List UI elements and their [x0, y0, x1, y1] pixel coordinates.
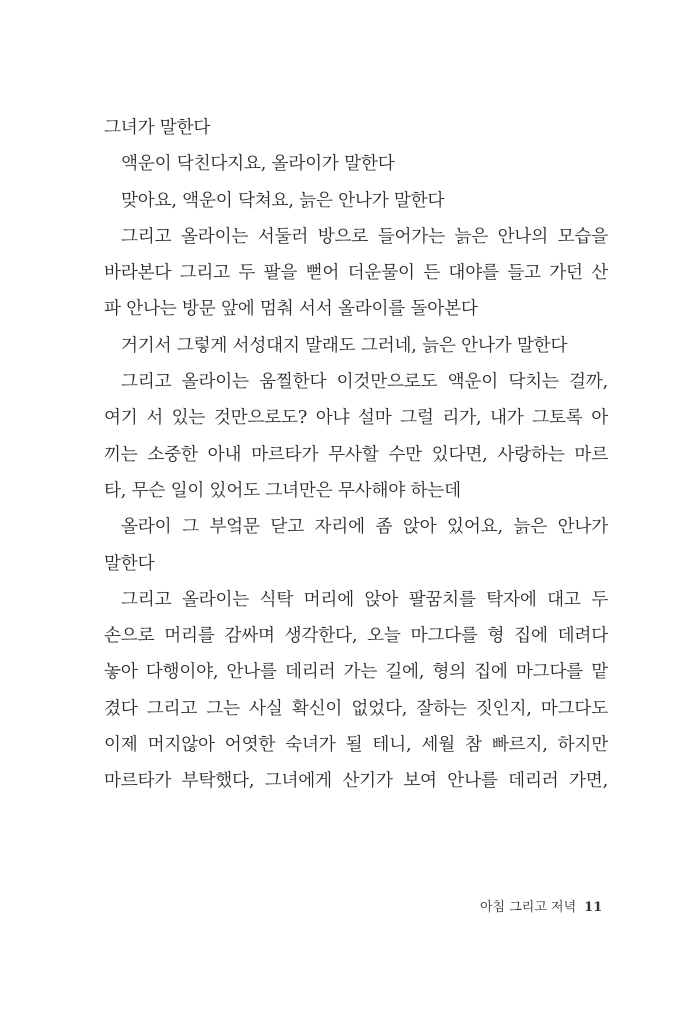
text-line: 그리고 올라이는 서둘러 방으로 들어가는 늙은 안나의 모습을	[121, 226, 608, 247]
page-footer	[480, 896, 602, 915]
text-line: 끼는 소중한 아내 마르타가 무사할 수만 있다면, 사랑하는 마르	[104, 444, 608, 465]
text-line: 그리고 올라이는 움찔한다 이것만으로도 액운이 닥치는 걸까,	[121, 372, 608, 393]
text-line: 손으로 머리를 감싸며 생각한다, 오늘 마그다를 형 집에 데려다	[104, 626, 608, 647]
text-line: 겼다 그리고 그는 사실 확신이 없었다, 잘하는 짓인지, 마그다도	[104, 698, 608, 719]
text-line: 여기 서 있는 것만으로도? 아냐 설마 그럴 리가, 내가 그토록 아	[104, 408, 608, 429]
text-line: 말한다	[104, 553, 155, 574]
text-line: 바라본다 그리고 두 팔을 뻗어 더운물이 든 대야를 들고 가던 산	[104, 263, 608, 284]
text-line: 맞아요, 액운이 닥쳐요, 늙은 안나가 말한다	[121, 190, 445, 211]
page-number: 11	[584, 900, 603, 915]
text-line: 올라이 그 부엌문 닫고 자리에 좀 앉아 있어요, 늙은 안나가	[121, 517, 608, 538]
text-line: 그리고 올라이는 식탁 머리에 앉아 팔꿈치를 탁자에 대고 두	[121, 589, 608, 610]
text-line: 이제 머지않아 어엿한 숙녀가 될 테니, 세월 참 빠르지, 하지만	[104, 735, 608, 756]
text-line: 마르타가 부탁했다, 그녀에게 산기가 보여 안나를 데리러 가면,	[104, 771, 608, 792]
text-line: 액운이 닥친다지요, 올라이가 말한다	[121, 154, 395, 175]
text-line: 놓아 다행이야, 안나를 데리러 가는 길에, 형의 집에 마그다를 맡	[104, 662, 608, 683]
text-line: 타, 무슨 일이 있어도 그녀만은 무사해야 하는데	[104, 480, 461, 501]
book-page-body	[104, 110, 608, 800]
text-line: 파 안나는 방문 앞에 멈춰 서서 올라이를 돌아본다	[104, 299, 478, 320]
text-line: 그녀가 말한다	[104, 118, 211, 138]
running-title: 아침 그리고 저녁	[480, 900, 577, 915]
text-line: 거기서 그렇게 서성대지 말래도 그러네, 늙은 안나가 말한다	[121, 335, 568, 356]
